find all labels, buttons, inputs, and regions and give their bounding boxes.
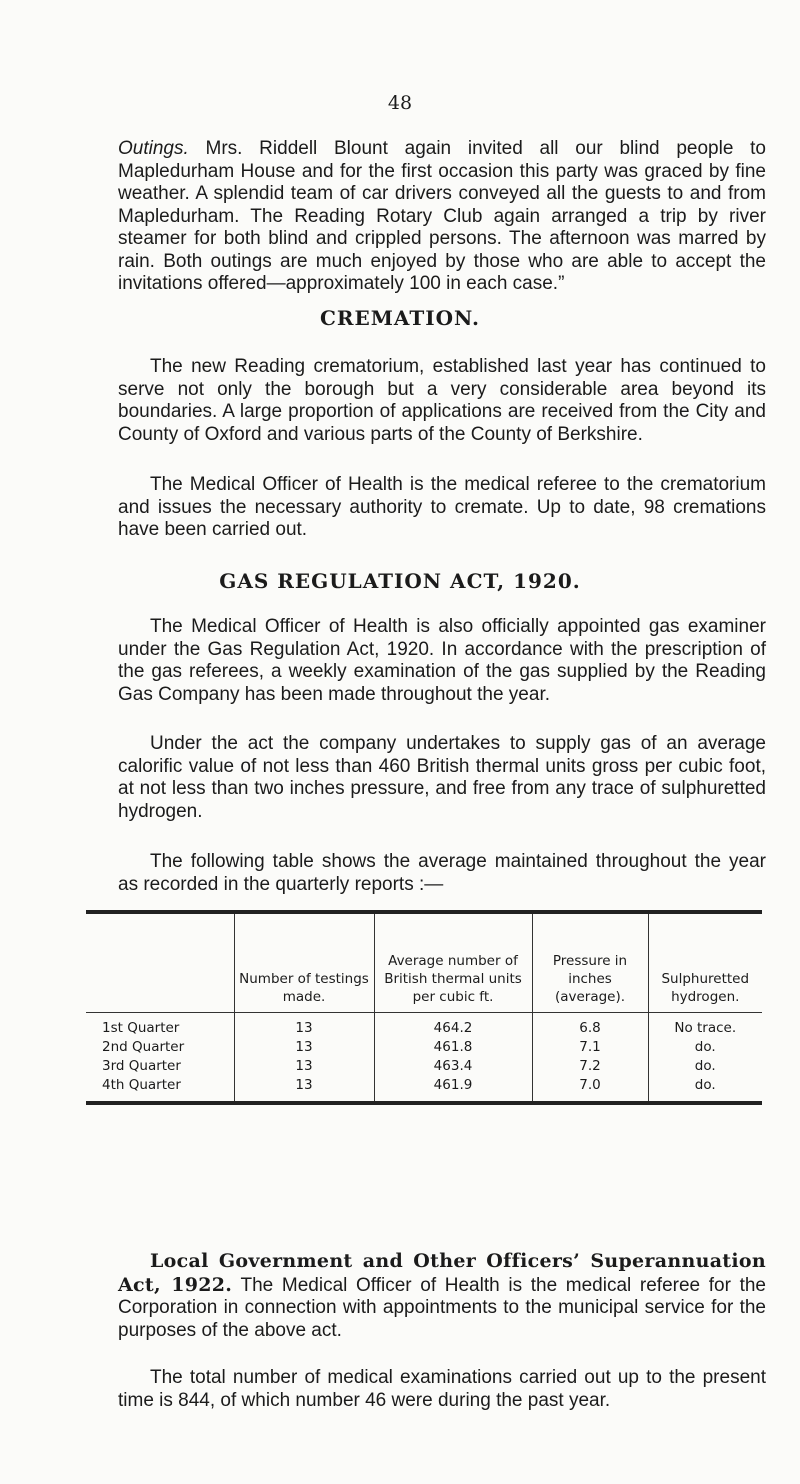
row-testings: 13 bbox=[234, 1076, 374, 1101]
table-row bbox=[86, 1076, 762, 1101]
row-btu: 461.8 bbox=[374, 1038, 532, 1057]
row-testings: 13 bbox=[234, 1013, 374, 1039]
header-testings: Number of testings made. bbox=[234, 914, 374, 1013]
row-quarter: 1st Quarter bbox=[102, 1020, 180, 1036]
row-pressure: 7.2 bbox=[532, 1057, 648, 1076]
row-testings: 13 bbox=[234, 1038, 374, 1057]
row-quarter: 2nd Quarter bbox=[102, 1039, 185, 1055]
row-hydrogen: No trace. bbox=[648, 1013, 762, 1039]
header-btu: Average number of British thermal units per cubic ft. bbox=[374, 914, 532, 1013]
table-header-row bbox=[86, 914, 762, 1013]
table-row bbox=[86, 1013, 762, 1039]
gas-quarterly-table bbox=[86, 914, 762, 1101]
header-quarter bbox=[86, 914, 234, 1013]
superannuation-lead: Local Government and Other Officers’ Superannuation Act, 1922. bbox=[118, 1250, 766, 1296]
row-quarter: 3rd Quarter bbox=[102, 1058, 181, 1074]
row-pressure: 7.0 bbox=[532, 1076, 648, 1101]
row-btu: 463.4 bbox=[374, 1057, 532, 1076]
gas-paragraph-3: The following table shows the average maintained throughout the year as recorded in the quarterly reports :— bbox=[118, 851, 766, 895]
table-row bbox=[86, 1038, 762, 1057]
row-pressure: 6.8 bbox=[532, 1013, 648, 1039]
header-hydrogen: Sulphuretted hydrogen. bbox=[648, 914, 762, 1013]
table-bottom-rule bbox=[86, 1101, 762, 1105]
row-hydrogen: do. bbox=[648, 1038, 762, 1057]
gas-heading: GAS REGULATION ACT, 1920. bbox=[219, 569, 581, 593]
gas-paragraph-2: Under the act the company undertakes to supply gas of an average calorific value of not less than 460 British thermal units gross per cubic foot, at not less than two inches pressure, and free from any trace of sulphuretted hydrogen. bbox=[118, 733, 766, 822]
outings-text: Mrs. Riddell Blount again invited all our blind people to Mapledurham House and for the first occasion this party was graced by fine weather. A splendid team of car drivers conveyed all the guests to and from Mapledurham. The Reading Rotary Club again arranged a trip by river steamer for both blind and crippled persons. The afternoon was marred by rain. Both outings are much enjoyed by those who are able to accept the invitations offered—approximately 100 in each case.” bbox=[118, 138, 766, 294]
row-btu: 464.2 bbox=[374, 1013, 532, 1039]
row-btu: 461.9 bbox=[374, 1076, 532, 1101]
cremation-heading: CREMATION. bbox=[320, 306, 480, 330]
cremation-paragraph-2: The Medical Officer of Health is the medical referee to the crematorium and issues the necessary authority to cremate. Up to date, 98 cremations have been carried out. bbox=[118, 474, 766, 540]
row-testings: 13 bbox=[234, 1057, 374, 1076]
superannuation-paragraph-2: The total number of medical examinations carried out up to the present time is 844, of which number 46 were during the past year. bbox=[118, 1367, 766, 1411]
page-number: 48 bbox=[387, 92, 413, 114]
superannuation-paragraph bbox=[118, 1250, 766, 1342]
row-hydrogen: do. bbox=[648, 1057, 762, 1076]
gas-paragraph-1: The Medical Officer of Health is also officially appointed gas examiner under the Gas Regulation Act, 1920. In accordance with the prescription of the gas referees, a weekly examination of the gas supplied by the Reading Gas Company has been made throughout the year. bbox=[118, 616, 766, 705]
outings-lead: Outings. bbox=[118, 138, 189, 159]
superannuation-text: The Medical Officer of Health is the medical referee for the Corporation in connection with appointments to the municipal service for the purposes of the above act. bbox=[118, 1274, 766, 1341]
outings-paragraph bbox=[118, 138, 766, 296]
row-quarter: 4th Quarter bbox=[102, 1077, 181, 1093]
cremation-paragraph-1: The new Reading crematorium, established last year has continued to serve not only the borough but a very considerable area beyond its boundaries. A large proportion of applications are received from the City and County of Oxford and various parts of the County of Berkshire. bbox=[118, 356, 766, 445]
row-pressure: 7.1 bbox=[532, 1038, 648, 1057]
header-pressure: Pressure in inches (average). bbox=[532, 914, 648, 1013]
gas-table bbox=[86, 910, 762, 1105]
row-hydrogen: do. bbox=[648, 1076, 762, 1101]
table-row bbox=[86, 1057, 762, 1076]
